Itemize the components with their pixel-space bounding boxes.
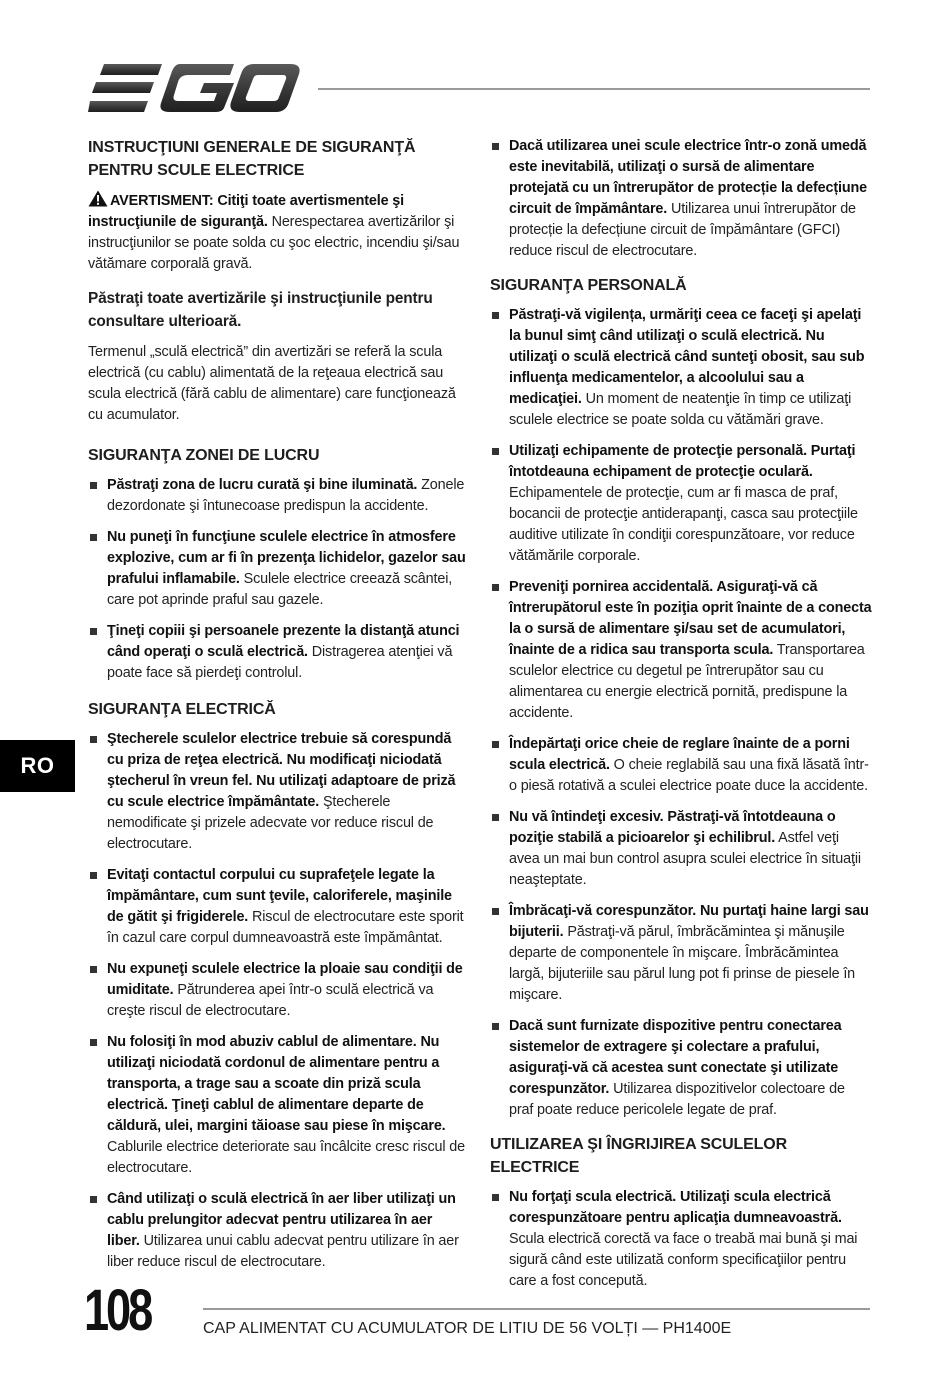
list-item <box>88 527 466 611</box>
warning-bold-text: Citiţi toate avertismentele şi instrucţiunile de siguranţă. <box>88 193 404 230</box>
item-bold: Păstraţi-vă vigilența, urmăriţi ceea ce faceţi şi apelaţi la bunul simţ când utilizaţi o sculă electrică. Nu utilizaţi o sculă electrică când sunteţi obosit, sau sub influenţa medicamentelor, a alcoolului sau a medicaţiei. <box>509 307 865 407</box>
item-text: Riscul de electrocutare este sporit în cazul care corpul dumneavoastră este împământat. <box>107 909 464 946</box>
item-bold: Utilizaţi echipamente de protecţie personală. Purtaţi întotdeauna echipament de protecţie oculară. <box>509 443 856 480</box>
work-area-title: SIGURANŢA ZONEI DE LUCRU <box>88 447 320 464</box>
item-text: Utilizarea unui întrerupător de protecție la defecțiune circuit de împământare (GFCI) reduce riscul de electrocutare. <box>509 201 856 259</box>
footer-product-title: CAP ALIMENTAT CU ACUMULATOR DE LITIU DE 56 VOLȚI — PH1400E <box>203 1320 732 1337</box>
list-item <box>88 1032 466 1179</box>
list-item <box>490 577 872 724</box>
list-item <box>490 807 872 891</box>
list-item <box>88 475 466 517</box>
item-text: Utilizarea dispozitivelor colectoare de praf poate reduce pericolele legate de praf. <box>509 1081 845 1118</box>
item-text: Echipamentele de protecţie, cum ar fi masca de praf, bocancii de protecţie antiderapanţi, casca sau protecţiile auditive utilizate în condiţii corespunzătoare, vor reduce vătămările corporale. <box>509 485 858 564</box>
item-bold: Evitaţi contactul corpului cu suprafeţele legate la împământare, cum sunt ţevile, caloriferele, maşinile de gătit şi frigiderele. <box>107 867 452 925</box>
list-item <box>88 1189 466 1273</box>
tool-use-care-title: UTILIZAREA ŞI ÎNGRIJIREA SCULELOR ELECTRICE <box>490 1136 787 1176</box>
item-text: Zonele dezordonate şi întunecoase predispun la accidente. <box>107 477 465 514</box>
list-item <box>490 901 872 1006</box>
item-text: Păstraţi-vă părul, îmbrăcămintea şi mănuşile departe de componentele în mişcare. Îmbrăcămintea largă, bijuteriile sau părul lung pot fi prinse de piesele în mişcare. <box>509 924 856 1003</box>
item-bold: Nu vă întindeţi excesiv. Păstraţi-vă întotdeauna o poziţie stabilă a picioarelor şi echilibrul. <box>509 809 836 846</box>
item-bold: Ţineţi copiii şi persoanele prezente la distanţă atunci când operaţi o sculă electrică. <box>107 623 460 660</box>
item-bold: Preveniţi pornirea accidentală. Asiguraţi-vă că întrerupătorul este în poziţia oprit înainte de a conecta la o sursă de alimentare şi/sau set de acumulatori, înainte de a ridica sau transporta scula. <box>509 579 872 658</box>
warning-text: Nerespectarea avertizărilor şi instrucţiunilor se poate solda cu şoc electric, incendiu şi/sau vătămare corporală gravă. <box>88 214 460 272</box>
item-bold: Nu folosiţi în mod abuziv cablul de alimentare. Nu utilizaţi niciodată cordonul de alimentare pentru a transporta, a trage sau a scoate din priză scula electrică. Ţineţi cablul de alimentare departe de căldură, ulei, margini tăioase sau piese în mişcare. <box>107 1034 446 1134</box>
item-bold: Păstraţi zona de lucru curată şi bine iluminată. <box>107 477 418 493</box>
item-text: Scula electrică corectă va face o treabă mai bună şi mai sigură când este utilizată conform specificaţiilor pentru care a fost concepută. <box>509 1231 858 1289</box>
warning-label: AVERTISMENT: <box>110 193 214 209</box>
item-bold: Dacă sunt furnizate dispozitive pentru conectarea sistemelor de extragere şi colectare a prafului, asiguraţi-vă că acestea sunt conectate şi utilizate corespunzător. <box>509 1018 842 1097</box>
personal-safety-title: SIGURANŢA PERSONALĂ <box>490 277 687 294</box>
item-text: Ştecherele nemodificate şi prizele adecvate vor reduce riscul de electrocutare. <box>107 794 434 852</box>
tool-use-care-list <box>490 1187 872 1292</box>
item-text: Pătrunderea apei într-o sculă electrică va creşte riscul de electrocutare. <box>107 982 434 1019</box>
list-item <box>88 865 466 949</box>
wet-location-list <box>490 136 872 262</box>
list-item <box>490 1187 872 1292</box>
item-bold: Nu puneţi în funcţiune sculele electrice în atmosfere explozive, cum ar fi în prezenţa lichidelor, gazelor sau prafului inflamabile. <box>107 529 466 587</box>
list-item <box>490 305 872 431</box>
power-tool-definition: Termenul „sculă electrică” din avertizări se referă la scula electrică (cu cablu) alimentată de la reţeaua electrică sau scula electrică (fără cablu de alimentare) care funcţionează cu acumulator. <box>88 344 456 423</box>
list-item <box>88 729 466 855</box>
ego-logo <box>88 64 300 112</box>
main-section-title: INSTRUCŢIUNI GENERALE DE SIGURANŢĂ PENTRU SCULE ELECTRICE <box>88 139 416 179</box>
list-item <box>490 1016 872 1121</box>
page-number: 108 <box>84 1278 151 1343</box>
item-text: O cheie reglabilă sau una fixă lăsată într-o piesă rotativă a sculei electrice poate duce la accidente. <box>509 757 869 794</box>
right-column <box>490 136 872 1304</box>
electrical-safety-title: SIGURANŢA ELECTRICĂ <box>88 701 276 718</box>
item-text: Astfel veţi avea un mai bun control asupra sculei electrice în situaţii neaşteptate. <box>509 830 861 888</box>
item-text: Cablurile electrice deteriorate sau încâlcite cresc riscul de electrocutare. <box>107 1139 465 1176</box>
list-item <box>490 136 872 262</box>
left-column <box>88 136 466 1285</box>
work-area-list <box>88 475 466 684</box>
header-divider <box>318 88 870 90</box>
item-bold: Nu expuneţi sculele electrice la ploaie sau condiţii de umiditate. <box>107 961 463 998</box>
item-bold: Îmbrăcaţi-vă corespunzător. Nu purtaţi haine largi sau bijuterii. <box>509 903 869 940</box>
item-text: Distragerea atenţiei vă poate face să pierdeţi controlul. <box>107 644 453 681</box>
item-text: Utilizarea unui cablu adecvat pentru utilizare în aer liber reduce riscul de electrocutare. <box>107 1233 459 1270</box>
item-bold: Ştecherele sculelor electrice trebuie să corespundă cu priza de reţea electrică. Nu modificaţi niciodată ştecherul în vreun fel. Nu utilizaţi adaptoare de priză cu scule electrice împământate. <box>107 731 456 810</box>
item-bold: Nu forţaţi scula electrică. Utilizaţi scula electrică corespunzătoare pentru aplicaţia dumneavoastră. <box>509 1189 842 1226</box>
item-bold: Îndepărtaţi orice cheie de reglare înainte de a porni scula electrică. <box>509 736 850 773</box>
warning-paragraph <box>88 190 466 275</box>
list-item <box>490 441 872 567</box>
electrical-safety-list <box>88 729 466 1273</box>
personal-safety-list <box>490 305 872 1121</box>
list-item <box>490 734 872 797</box>
warning-triangle-icon <box>88 190 108 207</box>
language-tab: RO <box>0 740 75 792</box>
list-item <box>88 959 466 1022</box>
item-text: Un moment de neatenţie în timp ce utilizaţi sculele electrice se poate solda cu vătămări grave. <box>509 391 852 428</box>
footer-divider <box>203 1308 870 1310</box>
list-item <box>88 621 466 684</box>
item-bold: Când utilizaţi o sculă electrică în aer liber utilizaţi un cablu prelungitor adecvat pentru utilizarea în aer liber. <box>107 1191 456 1249</box>
keep-instructions-heading: Păstraţi toate avertizările şi instrucţiunile pentru consultare ulterioară. <box>88 290 433 330</box>
item-bold: Dacă utilizarea unei scule electrice într-o zonă umedă este inevitabilă, utilizaţi o sursă de alimentare protejată cu un întrerupător de protecție la defecțiune circuit de împământare. <box>509 138 867 217</box>
item-text: Transportarea sculelor electrice cu degetul pe întrerupător sau cu alimentarea cu energie electrică pornită, predispune la accidente. <box>509 642 865 721</box>
item-text: Sculele electrice creează scântei, care pot aprinde praful sau gazele. <box>107 571 453 608</box>
